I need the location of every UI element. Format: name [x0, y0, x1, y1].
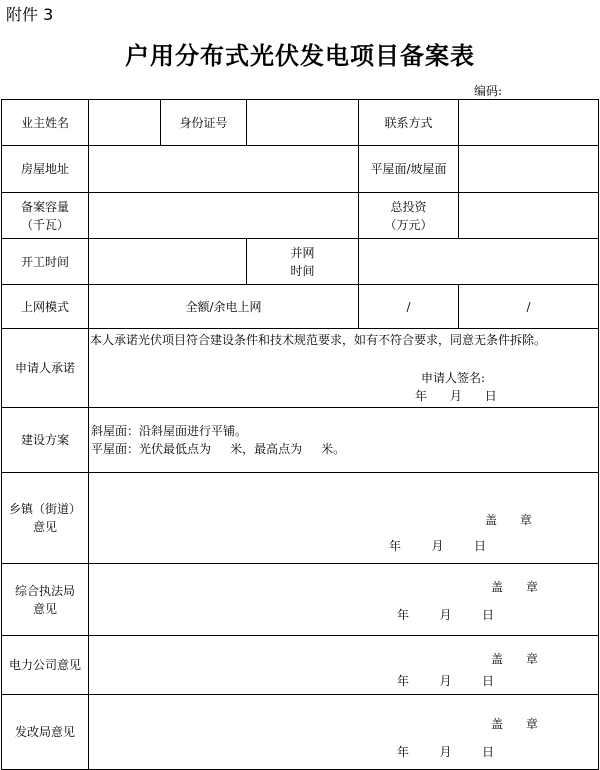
township-stamp: 盖 章 — [485, 513, 532, 527]
investment-label-line1: 总投资 — [390, 199, 427, 214]
address-label: 房屋地址 — [2, 146, 89, 193]
power-company-field[interactable] — [89, 636, 599, 695]
ndrc-stamp: 盖 章 — [491, 717, 538, 731]
commitment-text: 本人承诺光伏项目符合建设条件和技术规范要求，如有不符合要求，同意无条件拆除。 — [90, 333, 547, 347]
plan-flat-roof: 平屋面：光伏最低点为 米，最高点为 米。 — [91, 442, 346, 456]
grid-mode-value[interactable]: 全额/余电上网 — [89, 285, 359, 329]
grid-mode-slash-2: / — [459, 285, 599, 329]
ndrc-date: 年 月 日 — [397, 745, 495, 759]
power-date: 年 月 日 — [397, 674, 495, 688]
plan-slope-roof: 斜屋面：沿斜屋面进行平铺。 — [91, 424, 248, 438]
contact-field[interactable] — [459, 100, 599, 146]
row-address — [2, 146, 599, 193]
grid-time-label — [247, 239, 359, 285]
township-opinion-field[interactable] — [89, 473, 599, 564]
township-label-line1: 乡镇（街道） — [8, 502, 81, 516]
grid-mode-slash-1: / — [359, 285, 459, 329]
power-stamp: 盖 章 — [491, 652, 538, 666]
law-enforcement-field[interactable] — [89, 564, 599, 636]
commitment-cell[interactable] — [89, 329, 599, 408]
row-law-enforcement — [2, 564, 599, 636]
law-stamp: 盖 章 — [491, 580, 538, 594]
roof-type-field[interactable] — [459, 146, 599, 193]
ndrc-label: 发改局意见 — [2, 695, 89, 770]
investment-label-line2: （万元） — [384, 217, 433, 232]
applicant-commit-label: 申请人承诺 — [2, 329, 89, 408]
start-time-label: 开工时间 — [2, 239, 89, 285]
start-time-field[interactable] — [89, 239, 247, 285]
power-company-label: 电力公司意见 — [2, 636, 89, 695]
law-label-line1: 综合执法局 — [14, 583, 75, 598]
capacity-field[interactable] — [89, 193, 359, 239]
build-plan-label: 建设方案 — [2, 408, 89, 473]
applicant-sign-label: 申请人签名: — [421, 371, 486, 385]
row-grid-mode — [2, 285, 599, 329]
law-date: 年 月 日 — [397, 608, 495, 622]
township-opinion-label — [2, 473, 89, 564]
capacity-label-line2: （千瓦） — [20, 217, 69, 232]
row-ndrc — [2, 695, 599, 770]
attachment-label: 附件 3 — [6, 5, 54, 24]
capacity-label-line1: 备案容量 — [20, 199, 69, 214]
row-owner — [2, 100, 599, 146]
grid-mode-label: 上网模式 — [2, 285, 89, 329]
grid-time-label-line2: 时间 — [290, 263, 315, 278]
law-enforcement-label — [2, 564, 89, 636]
row-build-plan — [2, 408, 599, 473]
row-township — [2, 473, 599, 564]
township-label-line2: 意见 — [32, 520, 57, 534]
id-number-label: 身份证号 — [161, 100, 247, 146]
grid-time-label-line1: 并网 — [290, 245, 315, 260]
form-title: 户用分布式光伏发电项目备案表 — [125, 41, 475, 70]
row-capacity — [2, 193, 599, 239]
build-plan-cell[interactable] — [89, 408, 599, 473]
address-field[interactable] — [89, 146, 359, 193]
investment-field[interactable] — [459, 193, 599, 239]
grid-time-field[interactable] — [359, 239, 599, 285]
registration-table — [1, 99, 599, 770]
row-commitment — [2, 329, 599, 408]
contact-label: 联系方式 — [359, 100, 459, 146]
roof-type-label: 平屋面/坡屋面 — [359, 146, 459, 193]
row-time — [2, 239, 599, 285]
law-label-line2: 意见 — [32, 601, 57, 616]
owner-name-field[interactable] — [89, 100, 161, 146]
row-power-company — [2, 636, 599, 695]
investment-label — [359, 193, 459, 239]
commitment-date: 年 月 日 — [415, 389, 497, 403]
code-label: 编码: — [474, 84, 503, 98]
township-date: 年 月 日 — [389, 539, 487, 553]
id-number-field[interactable] — [247, 100, 359, 146]
capacity-label — [2, 193, 89, 239]
owner-name-label: 业主姓名 — [2, 100, 89, 146]
ndrc-field[interactable] — [89, 695, 599, 770]
